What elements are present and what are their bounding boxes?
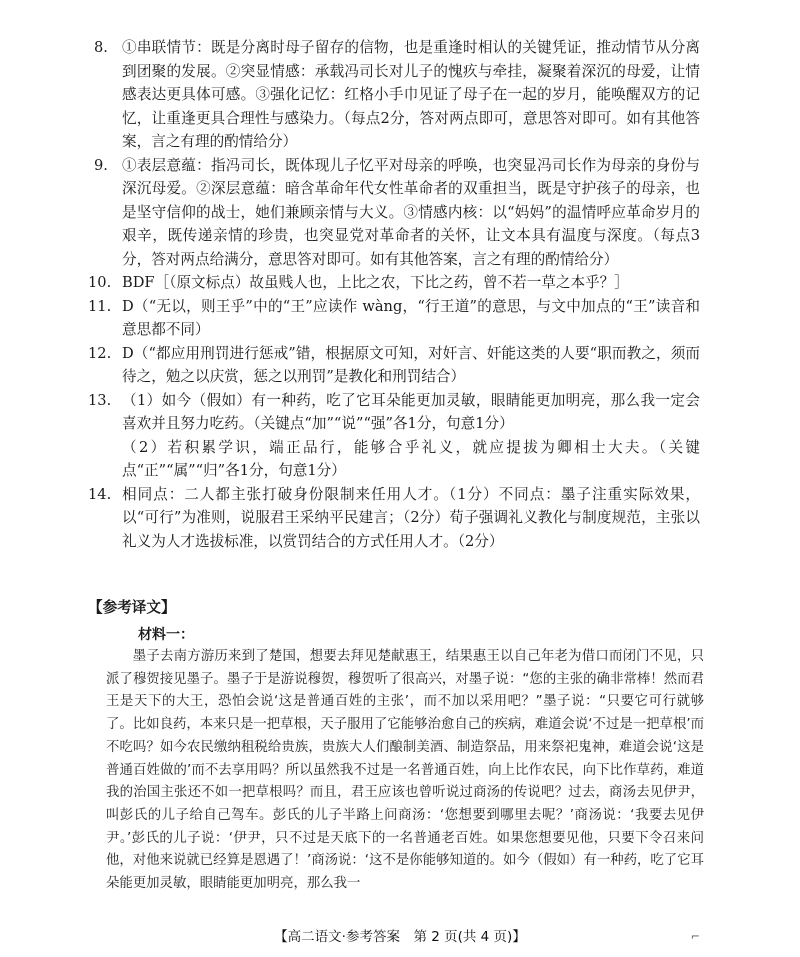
corner-mark: ⌐ [690, 930, 700, 943]
item-text: ①表层意蕴：指冯司长，既体现儿子忆平对母亲的呼唤，也突显冯司长作为母亲的身份与深沉母爱。②深层意蕴：暗含革命年代女性革命者的双重担当，既是守护孩子的母亲，也是坚守信仰的战士，她们兼顾亲情与大义。③情感内核：以“妈妈”的温情呼应革命岁月的艰辛，既传递亲情的珍贵，也突显党对革命者的关怀，让文本具有温度与深度。（每点3分，答对两点给满分，意思答对即可。如有其他答案，言之有理的酌情给分） [122, 156, 700, 268]
item-number: 13. [88, 391, 112, 409]
item-number: 11. [88, 297, 112, 315]
answer-list [88, 36, 700, 553]
item-text: ①串联情节：既是分离时母子留存的信物，也是重逢时相认的关键凭证，推动情节从分离到团聚的发展。②突显情感：承载冯司长对儿子的愧疚与牵挂，凝聚着深沉的母爱，让情感表达更具体可感。③强化记忆：红格小手巾见证了母子在一起的岁月，能唤醒双方的记忆，让重逢更具合理性与感染力。（每点2分，答对两点即可，意思答对即可。如有其他答案，言之有理的酌情给分） [122, 39, 700, 150]
section-title: 【参考译文】 [88, 599, 176, 616]
material-label: 材料一： [138, 627, 194, 643]
item-text: （1）如今（假如）有一种药，吃了它耳朵能更加灵敏，眼睛能更加明亮，那么我一定会喜欢并且努力吃药。（关键点“加”“说”“强”各1分，句意1分） [122, 391, 700, 432]
item-number: 9. [94, 156, 108, 174]
item-text: D（“无以，则王乎”中的“王”应读作 wàng，“行王道”的意思，与文中加点的“王”读音和意思都不同） [122, 297, 700, 338]
page-footer: 【高二语文·参考答案 第 2 页(共 4 页)】 [274, 929, 526, 945]
answer-item-11 [88, 295, 700, 342]
item-number: 8. [94, 39, 108, 56]
answer-item-13-part-2: （2）若积累学识，端正品行，能够合乎礼义，就应提拔为卿相士大夫。（关键点“正”“属”“归”各1分，句意1分） [122, 438, 700, 479]
item-text: BDF［（原文标点）故虽贱人也，上比之农，下比之药，曾不若一草之本乎？］ [122, 274, 629, 291]
translation-text: 墨子去南方游历来到了楚国，想要去拜见楚献惠王，结果惠王以自己年老为借口而闭门不见，只派了穆贺接见墨子。墨子于是游说穆贺，穆贺听了很高兴，对墨子说：“您的主张的确非常棒！然而君王是天下的大王，恐怕会说‘这是普通百姓的主张’，而不加以采用吧？”墨子说：“只要它可行就够了。比如良药，本来只是一把草根，天子服用了它能够治愈自己的疾病，难道会说‘不过是一把草根’而不吃吗？如今农民缴纳租税给贵族，贵族大人们酿制美酒、制造祭品，用来祭祀鬼神，难道会说‘这是普通百姓做的’而不去享用吗？所以虽然我不过是一名普通百姓，向上比作农民，向下比作草药，难道我的治国主张还不如一把草根吗？而且，君王应该也曾听说过商汤的传说吧？过去，商汤去见伊尹，叫彭氏的儿子给自己驾车。彭氏的儿子半路上问商汤：‘您想要到哪里去呢？’商汤说：‘我要去见伊尹。’彭氏的儿子说：‘伊尹，只不过是天底下的一名普通老百姓。如果您想要见他，只要下令召来问他，对他来说就已经算是恩遇了！’商汤说：‘这不是你能够知道的。如今（假如）有一种药，吃了它耳朵能更加灵敏，眼睛能更加明亮，那么我一 [106, 649, 704, 892]
answer-item-10 [88, 271, 700, 295]
item-text: 相同点：二人都主张打破身份限制来任用人才。（1分）不同点：墨子注重实际效果，以“可行”为准则，说服君王采纳平民建言；（2分）荀子强调礼义教化与制度规范，主张以礼义为人才选拔标准，以赏罚结合的方式任用人才。（2分） [122, 485, 700, 550]
answer-item-13 [88, 389, 700, 436]
answer-item-9 [94, 154, 700, 272]
item-number: 10. [88, 274, 112, 291]
item-number: 14. [88, 485, 112, 503]
item-text: D（“都应用刑罚进行惩戒”错，根据原文可知，对奸言、奸能这类的人要“职而教之，须而待之，勉之以庆赏，惩之以刑罚”是教化和刑罚结合） [122, 344, 700, 385]
answer-item-14 [88, 483, 700, 554]
answer-item-8 [94, 36, 700, 154]
answer-item-12 [88, 342, 700, 389]
item-number: 12. [88, 344, 112, 362]
